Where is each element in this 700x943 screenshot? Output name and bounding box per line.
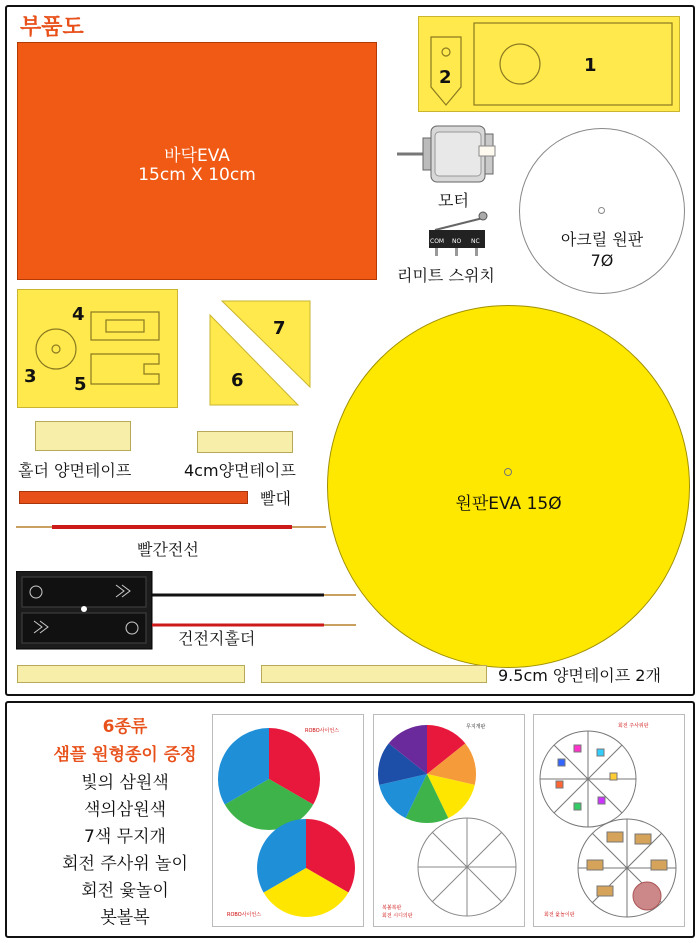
limit-switch-label: 리미트 스위치 <box>397 266 495 285</box>
card1-brand-top: ROBO사이언스 <box>305 728 340 734</box>
tape-4cm-label: 4cm양면테이프 <box>184 461 296 480</box>
card3-caption-top: 회전 주사위판 <box>618 723 649 729</box>
yut-wheel <box>578 819 676 917</box>
part-7-number: 7 <box>273 318 286 339</box>
motor-label: 모터 <box>438 191 469 210</box>
part-2-number: 2 <box>439 67 452 88</box>
light-primary-wheel <box>218 728 320 830</box>
battery-holder-label: 건전지홀더 <box>178 629 256 648</box>
acrylic-disc-label-1: 아크릴 원판 <box>560 230 644 249</box>
acrylic-disc-center <box>598 207 605 214</box>
card1-brand-bottom: ROBO사이언스 <box>227 912 262 918</box>
base-eva-sheet <box>17 42 377 280</box>
part-2-shape <box>419 17 679 111</box>
bonus-item-4: 회전 주사위 놀이 <box>62 854 188 874</box>
acrylic-disc-label-2: 7Ø <box>590 251 614 270</box>
bonus-heading-1: 6종류 <box>102 717 148 737</box>
red-wire <box>14 520 328 534</box>
part-1-number: 1 <box>584 55 597 76</box>
sample-card-3 <box>533 714 685 927</box>
card3-caption-bottom: 회전 윷놀이판 <box>544 912 575 918</box>
eva-disc-label: 원판EVA 15Ø <box>455 494 562 514</box>
card2-caption-bottom: 복볼복판 <box>382 905 402 911</box>
eva-disc <box>327 305 690 668</box>
tape-4cm <box>197 431 293 453</box>
sample-card-2 <box>373 714 525 927</box>
bonus-item-2: 색의삼원색 <box>83 800 167 820</box>
bonus-item-5: 회전 윷놀이 <box>81 881 169 901</box>
part-6-number: 6 <box>231 370 244 391</box>
part-4-number: 4 <box>72 304 85 325</box>
card2-caption-top: 무지개판 <box>466 724 486 730</box>
bonus-item-3: 7색 무지개 <box>84 827 166 847</box>
limit-switch-icon <box>425 208 490 258</box>
dice-wheel <box>540 731 636 827</box>
straw <box>19 491 248 504</box>
switch-pin-com: COM <box>430 238 445 245</box>
blank-wheel <box>418 818 516 916</box>
page-title: 부품도 <box>20 15 84 40</box>
red-wire-label: 빨간전선 <box>137 540 199 559</box>
tape-95-a <box>17 665 245 683</box>
card2-caption-bottom-2: 회전 시디의판 <box>382 913 413 919</box>
bonus-heading-2: 샘플 원형종이 증정 <box>53 745 197 765</box>
rainbow-wheel <box>378 725 476 823</box>
pigment-primary-wheel <box>257 819 355 917</box>
base-eva-label-1: 바닥EVA <box>164 146 230 166</box>
part-5-number: 5 <box>74 374 87 395</box>
part-1-2-panel <box>418 16 680 112</box>
motor-icon <box>395 118 505 190</box>
switch-pin-no: NO <box>452 238 462 245</box>
part-3-4-5-panel <box>17 289 178 408</box>
part-6-7-triangles <box>208 299 312 407</box>
sample-card-1 <box>212 714 364 927</box>
holder-tape <box>35 421 131 451</box>
eva-disc-center <box>504 468 512 476</box>
straw-label: 빨대 <box>260 489 291 508</box>
bonus-item-1: 빛의 삼원색 <box>81 773 169 793</box>
holder-tape-label: 홀더 양면테이프 <box>18 461 132 480</box>
tape-95-label: 9.5cm 양면테이프 2개 <box>498 666 661 685</box>
tape-95-b <box>261 665 487 683</box>
base-eva-label-2: 15cm X 10cm <box>138 165 256 185</box>
switch-pin-nc: NC <box>471 238 480 245</box>
part-3-number: 3 <box>24 366 37 387</box>
acrylic-disc <box>519 128 685 294</box>
bonus-item-6: 봇볼복 <box>100 908 150 928</box>
